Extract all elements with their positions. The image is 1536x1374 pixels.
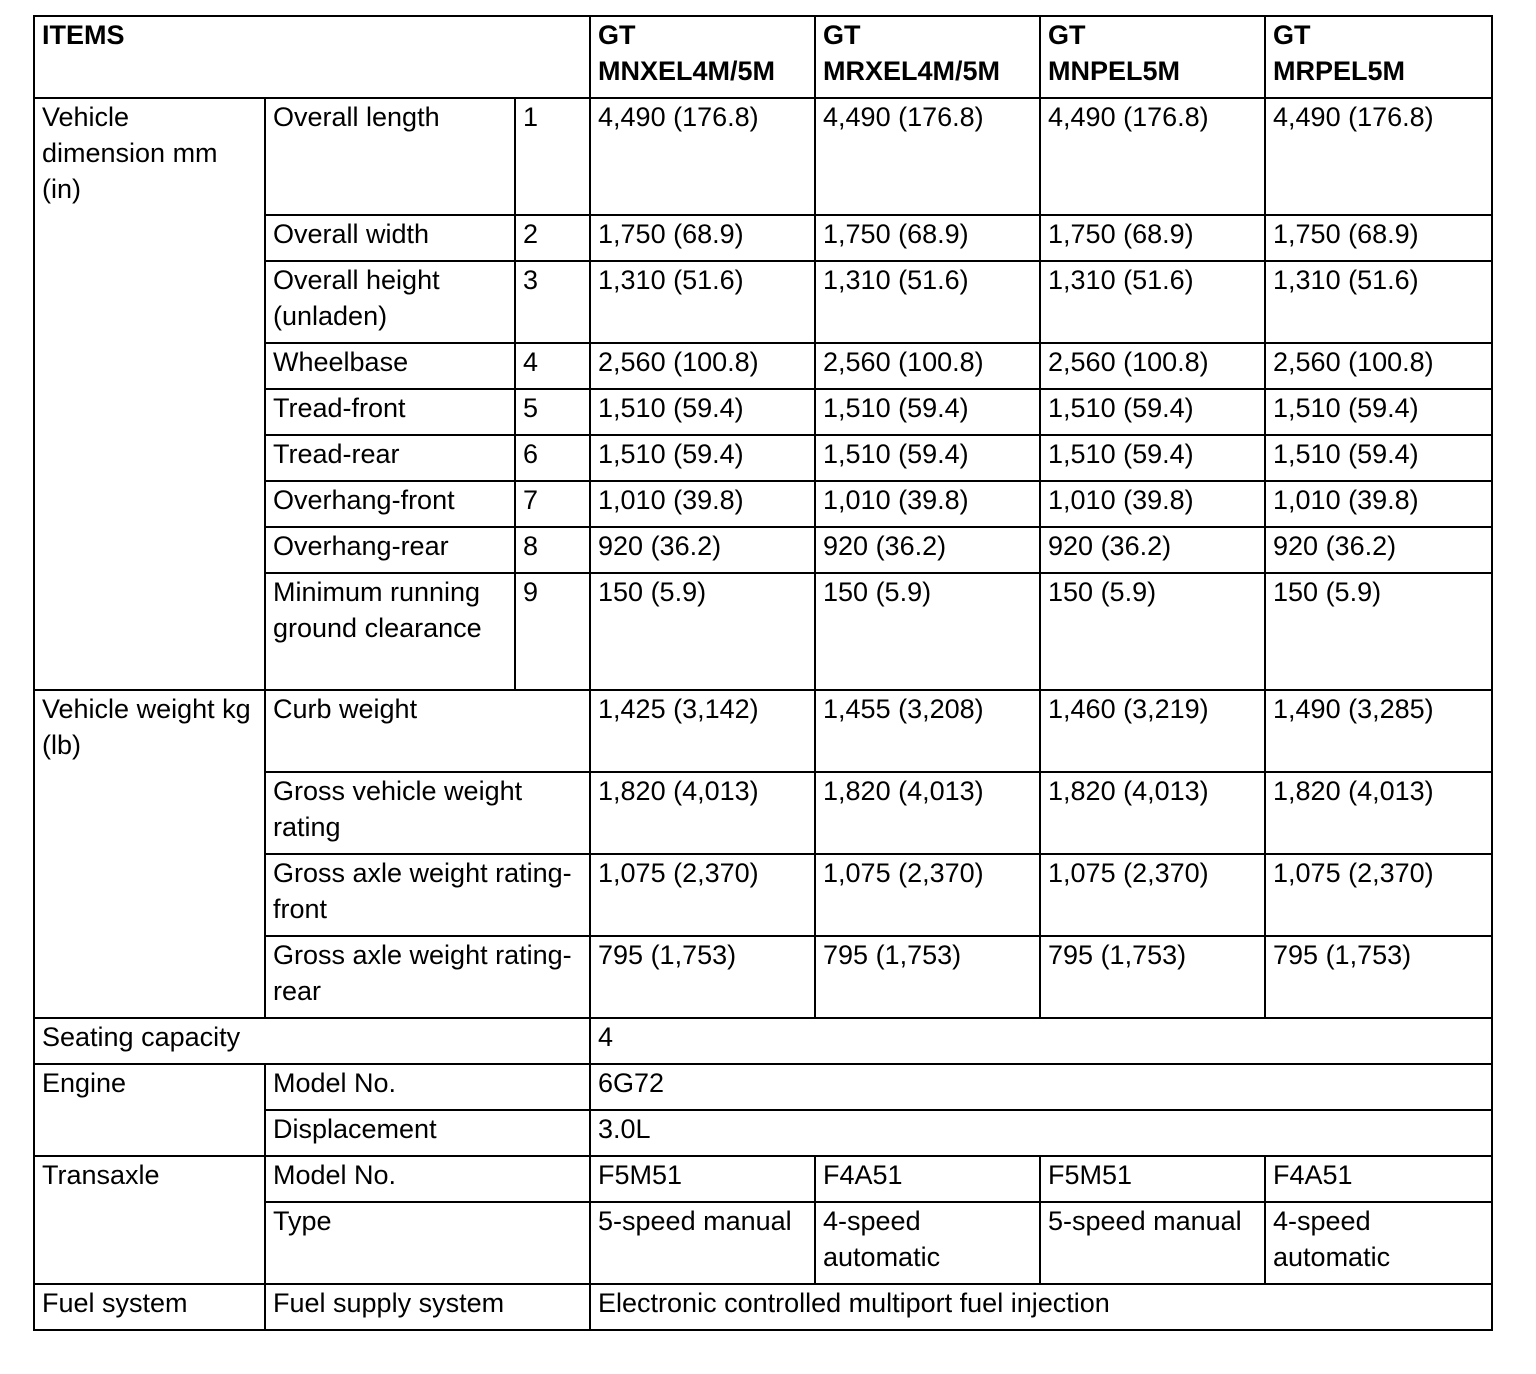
- value-cell: 1,075 (2,370): [815, 854, 1040, 936]
- dimension-row-overall-length: [34, 98, 1492, 215]
- value-cell: 1,820 (4,013): [590, 772, 815, 854]
- row-number: 2: [515, 215, 590, 261]
- value-cell: 4,490 (176.8): [590, 98, 815, 215]
- value-cell: 2,560 (100.8): [1040, 343, 1265, 389]
- value-cell: 1,510 (59.4): [815, 389, 1040, 435]
- dimension-group-label: Vehicle dimension mm (in): [34, 98, 265, 690]
- value-cell: 150 (5.9): [590, 573, 815, 690]
- value-cell: 1,310 (51.6): [590, 261, 815, 343]
- seating-value: 4: [590, 1018, 1492, 1064]
- value-cell: 1,490 (3,285): [1265, 690, 1492, 772]
- specifications-table: [33, 15, 1493, 1331]
- row-number: 6: [515, 435, 590, 481]
- model-header-3: [1040, 16, 1265, 98]
- row-label: Curb weight: [265, 690, 590, 772]
- value-cell: 5-speed manual: [590, 1202, 815, 1284]
- value-cell: 1,010 (39.8): [1040, 481, 1265, 527]
- model-header-line1: GT: [1273, 20, 1311, 50]
- value-cell: 4-speed automatic: [815, 1202, 1040, 1284]
- engine-row-model: [34, 1064, 1492, 1110]
- row-label: Fuel supply system: [265, 1284, 590, 1330]
- value-cell: 4,490 (176.8): [1265, 98, 1492, 215]
- row-number: 8: [515, 527, 590, 573]
- value-cell: 4,490 (176.8): [1040, 98, 1265, 215]
- value-cell: 150 (5.9): [815, 573, 1040, 690]
- row-number: 9: [515, 573, 590, 690]
- value-cell: 1,820 (4,013): [1040, 772, 1265, 854]
- value-cell: 920 (36.2): [1265, 527, 1492, 573]
- value-cell: 1,510 (59.4): [1040, 435, 1265, 481]
- row-label: Overhang-rear: [265, 527, 515, 573]
- model-header-line1: GT: [823, 20, 861, 50]
- value-cell: 1,750 (68.9): [590, 215, 815, 261]
- value-cell: 1,510 (59.4): [1265, 389, 1492, 435]
- value-cell: 795 (1,753): [1040, 936, 1265, 1018]
- value-cell: 1,310 (51.6): [1040, 261, 1265, 343]
- value-cell: 1,750 (68.9): [815, 215, 1040, 261]
- value-cell: 1,010 (39.8): [815, 481, 1040, 527]
- value-cell: 1,310 (51.6): [815, 261, 1040, 343]
- row-label: Model No.: [265, 1156, 590, 1202]
- value-cell: 1,820 (4,013): [815, 772, 1040, 854]
- value-cell: 1,820 (4,013): [1265, 772, 1492, 854]
- value-cell: 4-speed automatic: [1265, 1202, 1492, 1284]
- value-cell: 1,460 (3,219): [1040, 690, 1265, 772]
- value-cell: 795 (1,753): [815, 936, 1040, 1018]
- row-number: 7: [515, 481, 590, 527]
- value-cell: 150 (5.9): [1040, 573, 1265, 690]
- row-number: 3: [515, 261, 590, 343]
- value-cell: F5M51: [590, 1156, 815, 1202]
- value-cell: 1,510 (59.4): [1265, 435, 1492, 481]
- value-cell: 4,490 (176.8): [815, 98, 1040, 215]
- model-header-line2: MRPEL5M: [1273, 56, 1406, 86]
- row-label: Type: [265, 1202, 590, 1284]
- row-label: Gross axle weight rating-front: [265, 854, 590, 936]
- row-label: Displacement: [265, 1110, 590, 1156]
- value-cell: F4A51: [1265, 1156, 1492, 1202]
- value-cell: 1,425 (3,142): [590, 690, 815, 772]
- engine-model-value: 6G72: [590, 1064, 1492, 1110]
- row-label: Overall length: [265, 98, 515, 215]
- value-cell: 1,075 (2,370): [1265, 854, 1492, 936]
- model-header-line2: MRXEL4M/5M: [823, 56, 1001, 86]
- value-cell: 1,510 (59.4): [1040, 389, 1265, 435]
- value-cell: 1,010 (39.8): [1265, 481, 1492, 527]
- value-cell: 1,310 (51.6): [1265, 261, 1492, 343]
- row-label: Tread-front: [265, 389, 515, 435]
- value-cell: 1,510 (59.4): [590, 435, 815, 481]
- row-label: Model No.: [265, 1064, 590, 1110]
- value-cell: F4A51: [815, 1156, 1040, 1202]
- value-cell: 5-speed manual: [1040, 1202, 1265, 1284]
- value-cell: 2,560 (100.8): [1265, 343, 1492, 389]
- row-label: Wheelbase: [265, 343, 515, 389]
- model-header-line2: MNPEL5M: [1048, 56, 1181, 86]
- row-label: Gross vehicle weight rating: [265, 772, 590, 854]
- value-cell: 1,075 (2,370): [590, 854, 815, 936]
- row-number: 5: [515, 389, 590, 435]
- value-cell: 1,455 (3,208): [815, 690, 1040, 772]
- value-cell: 795 (1,753): [1265, 936, 1492, 1018]
- value-cell: 1,010 (39.8): [590, 481, 815, 527]
- weight-row-curb: [34, 690, 1492, 772]
- row-label: Overall width: [265, 215, 515, 261]
- model-header-line1: GT: [1048, 20, 1086, 50]
- value-cell: 150 (5.9): [1265, 573, 1492, 690]
- value-cell: 920 (36.2): [1040, 527, 1265, 573]
- value-cell: 1,510 (59.4): [815, 435, 1040, 481]
- engine-group-label: Engine: [34, 1064, 265, 1156]
- value-cell: 795 (1,753): [590, 936, 815, 1018]
- model-header-4: [1265, 16, 1492, 98]
- row-label: Tread-rear: [265, 435, 515, 481]
- model-header-1: [590, 16, 815, 98]
- value-cell: F5M51: [1040, 1156, 1265, 1202]
- row-label: Gross axle weight rating-rear: [265, 936, 590, 1018]
- model-header-line2: MNXEL4M/5M: [598, 56, 776, 86]
- row-number: 1: [515, 98, 590, 215]
- seating-row: [34, 1018, 1492, 1064]
- header-row: [34, 16, 1492, 98]
- value-cell: 920 (36.2): [590, 527, 815, 573]
- value-cell: 1,510 (59.4): [590, 389, 815, 435]
- model-header-2: [815, 16, 1040, 98]
- row-label: Overhang-front: [265, 481, 515, 527]
- weight-group-label: Vehicle weight kg (lb): [34, 690, 265, 1018]
- fuel-value: Electronic controlled multiport fuel injection: [590, 1284, 1492, 1330]
- seating-label: Seating capacity: [34, 1018, 590, 1064]
- engine-displacement-value: 3.0L: [590, 1110, 1492, 1156]
- fuel-row: [34, 1284, 1492, 1330]
- transaxle-group-label: Transaxle: [34, 1156, 265, 1284]
- value-cell: 2,560 (100.8): [590, 343, 815, 389]
- row-label: Minimum running ground clearance: [265, 573, 515, 690]
- value-cell: 1,750 (68.9): [1265, 215, 1492, 261]
- transaxle-row-model: [34, 1156, 1492, 1202]
- model-header-line1: GT: [598, 20, 636, 50]
- value-cell: 920 (36.2): [815, 527, 1040, 573]
- items-header: ITEMS: [34, 16, 590, 98]
- fuel-group-label: Fuel system: [34, 1284, 265, 1330]
- value-cell: 1,750 (68.9): [1040, 215, 1265, 261]
- row-label: Overall height (unladen): [265, 261, 515, 343]
- row-number: 4: [515, 343, 590, 389]
- value-cell: 1,075 (2,370): [1040, 854, 1265, 936]
- value-cell: 2,560 (100.8): [815, 343, 1040, 389]
